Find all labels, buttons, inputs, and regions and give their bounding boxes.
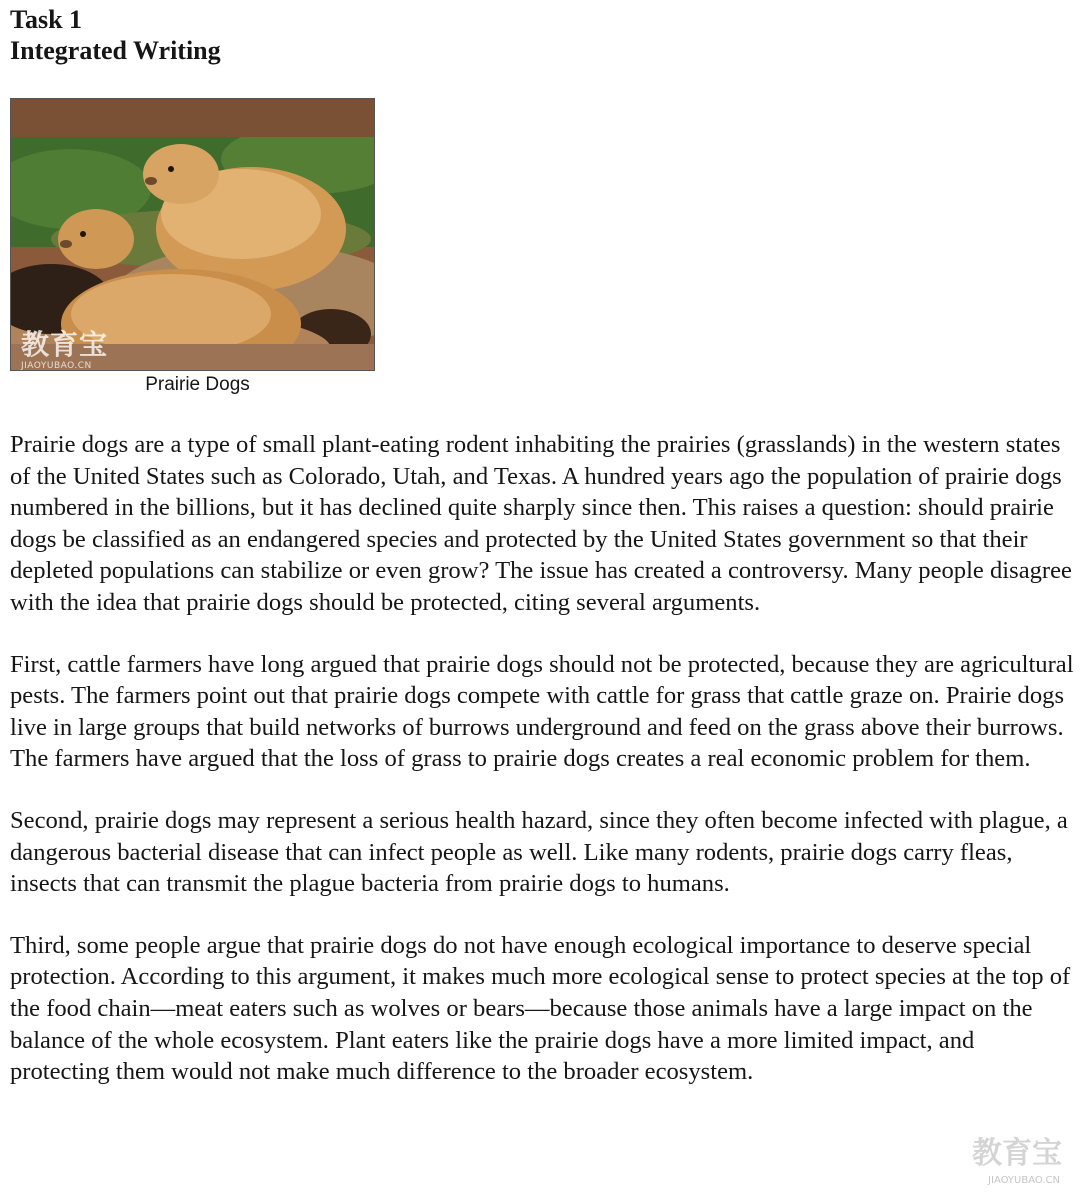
document-header [10, 4, 221, 66]
prairie-dog-photo [10, 98, 375, 371]
paragraph-first-argument: First, cattle farmers have long argued that prairie dogs should not be protected, because they are agricultural pests. The farmers point out that prairie dogs compete with cattle for grass that cattle graze on. Prairie dogs live in large groups that build networks of burrows underground and feed on the grass above their burrows. The farmers have argued that the loss of grass to prairie dogs creates a real economic problem for them. [10, 650, 1074, 773]
watermark-logo: 教育宝 [21, 328, 109, 361]
corner-watermark-url: JIAOYUBAO.CN [988, 1175, 1060, 1186]
paragraph-second-argument: Second, prairie dogs may represent a serious health hazard, since they often become infected with plague, a dangerous bacterial disease that can infect people as well. Like many rodents, prairie dogs carry fleas, insects that can transmit the plague bacteria from prairie dogs to humans. [10, 806, 1068, 898]
watermark-url: JIAOYUBAO.CN [21, 361, 92, 371]
figure-caption: Prairie Dogs [145, 374, 250, 395]
paragraph-third-argument: Third, some people argue that prairie dogs do not have enough ecological importance to deserve special protection. According to this argument, it makes much more ecological sense to protect species at the top of the food chain—meat eaters such as wolves or bears—because those animals have a large impact on the balance of the whole ecosystem. Plant eaters like the prairie dogs have a more limited impact, and protecting them would not make much difference to the broader ecosystem. [10, 931, 1071, 1086]
corner-watermark-logo: 教育宝 [972, 1136, 1062, 1171]
paragraph-intro: Prairie dogs are a type of small plant-eating rodent inhabiting the prairies (grasslands) in the western states of the United States such as Colorado, Utah, and Texas. A hundred years ago the population of prairie dogs numbered in the billions, but it has declined quite sharply since then. This raises a question: should prairie dogs be classified as an endangered species and protected by the United States government so that their depleted populations can stabilize or even grow? The issue has created a controversy. Many people disagree with the idea that prairie dogs should be protected, citing several arguments. [10, 431, 1072, 616]
reading-passage [10, 429, 1076, 1118]
task-number: Task 1 [10, 5, 83, 34]
section-title: Integrated Writing [10, 36, 221, 65]
prairie-dog-figure [10, 98, 375, 396]
